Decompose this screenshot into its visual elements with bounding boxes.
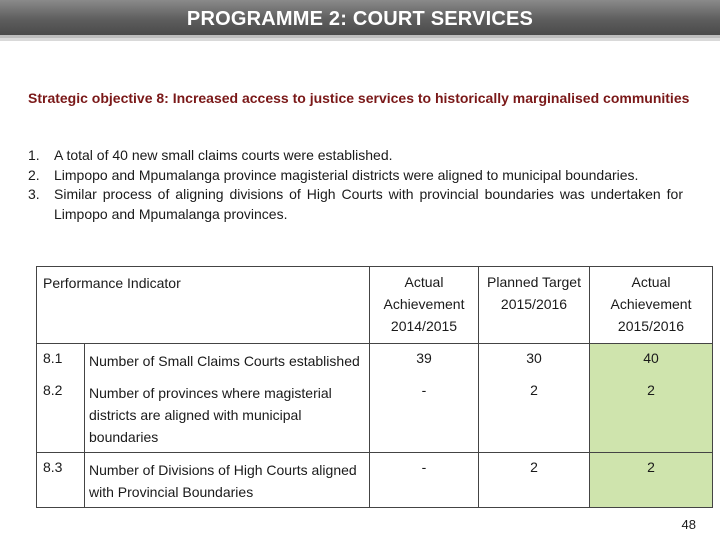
list-item-number: 1. [28, 147, 40, 163]
list-item-text: A total of 40 new small claims courts were established. [54, 147, 393, 163]
row-actual-prev: - [370, 453, 479, 508]
achievement-list [28, 146, 683, 224]
header-actual-2014-2015: Actual Achievement 2014/2015 [370, 267, 479, 344]
row-number: 8.3 [37, 453, 85, 508]
row-actual-curr: 2 [590, 376, 713, 453]
strategic-objective: Strategic objective 8: Increased access to justice services to historically marginalised communities [28, 90, 690, 106]
table-row [37, 344, 713, 377]
row-planned: 30 [479, 344, 590, 377]
row-planned: 2 [479, 453, 590, 508]
row-actual-prev: 39 [370, 344, 479, 377]
row-number: 8.1 [37, 344, 85, 377]
page-number: 48 [681, 517, 696, 532]
list-item-text: Limpopo and Mpumalanga province magisterial districts were aligned to municipal boundaries. [54, 166, 639, 183]
row-indicator: Number of Small Claims Courts established [85, 344, 370, 377]
list-item [28, 146, 683, 166]
title-bar [0, 0, 720, 38]
header-planned-2015-2016: Planned Target 2015/2016 [479, 267, 590, 344]
table-header-row [37, 267, 713, 344]
list-item-text: Similar process of aligning divisions of High Courts with provincial boundaries was undertaken for Limpopo and Mpumalanga provinces. [54, 186, 683, 222]
row-indicator: Number of provinces where magisterial districts are aligned with municipal boundaries [85, 376, 370, 453]
row-planned: 2 [479, 376, 590, 453]
table-row [37, 453, 713, 508]
row-actual-prev: - [370, 376, 479, 453]
list-item-number: 2. [28, 166, 40, 183]
list-item [28, 185, 683, 224]
performance-table [36, 266, 713, 508]
list-item [28, 166, 683, 186]
row-actual-curr: 2 [590, 453, 713, 508]
row-indicator: Number of Divisions of High Courts aligned with Provincial Boundaries [85, 453, 370, 508]
row-actual-curr: 40 [590, 344, 713, 377]
header-performance-indicator: Performance Indicator [37, 267, 370, 344]
header-actual-2015-2016: Actual Achievement 2015/2016 [590, 267, 713, 344]
list-item-number: 3. [28, 186, 40, 202]
page-title: PROGRAMME 2: COURT SERVICES [186, 8, 534, 30]
table-row [37, 376, 713, 453]
row-number: 8.2 [37, 376, 85, 453]
